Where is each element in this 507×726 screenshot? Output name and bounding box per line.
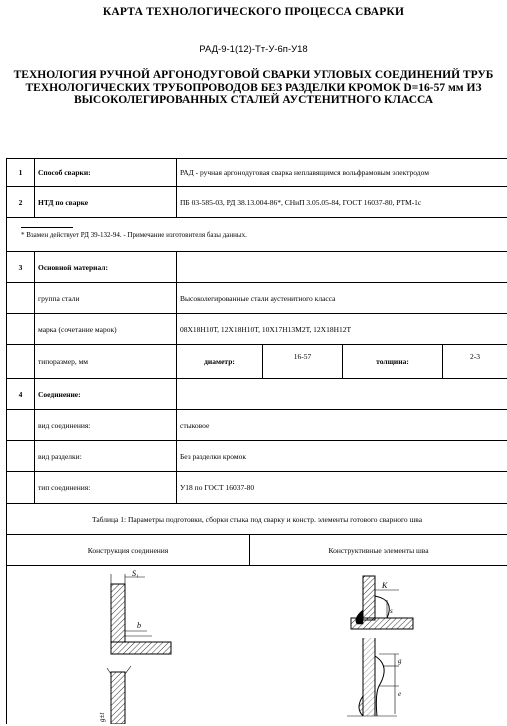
card-title: КАРТА ТЕХНОЛОГИЧЕСКОГО ПРОЦЕССА СВАРКИ	[102, 6, 405, 18]
s-label: s	[390, 607, 393, 615]
weld-elements-drawing	[347, 576, 413, 716]
row-number	[7, 441, 35, 471]
b-label: b	[137, 621, 141, 630]
note-text: * Взамен действует РД 39-132-94. - Примечание изготовителя базы данных.	[7, 218, 507, 251]
diameter-value: 16-57	[263, 345, 343, 378]
table-row	[7, 345, 507, 379]
row-number	[7, 345, 35, 378]
row-value	[177, 252, 507, 282]
row-label: марка (сочетание марок)	[35, 314, 177, 344]
row-number: 1	[7, 159, 35, 186]
process-table	[6, 158, 507, 724]
row-value: стыковое	[177, 410, 507, 440]
row-label: НТД по сварке	[35, 187, 177, 217]
table-row	[7, 441, 507, 472]
row-label: вид соединения:	[35, 410, 177, 440]
row-label: Основной материал:	[35, 252, 177, 282]
note-row	[7, 218, 507, 252]
row-value: ПБ 03-585-03, РД 38.13.004-86*, СНиП 3.05.05-84, ГОСТ 16037-80, РТМ-1с	[177, 187, 507, 217]
root-bead	[359, 696, 363, 716]
e-label: e	[398, 690, 402, 698]
vertical-plate-2	[111, 672, 125, 724]
right-horizontal-plate	[351, 618, 413, 629]
s1-label: S₁	[132, 569, 139, 578]
row-label: тип соединения:	[35, 472, 177, 503]
k-label: K	[382, 581, 388, 590]
horizontal-plate	[111, 642, 171, 654]
diameter-label: диаметр:	[177, 345, 263, 378]
g-label: g	[398, 657, 402, 665]
row-number: 2	[7, 187, 35, 217]
row-number	[7, 314, 35, 344]
vertical-plate	[111, 584, 125, 642]
col-header-construction: Конструкция соединения	[7, 535, 250, 565]
table-row	[7, 410, 507, 441]
table-row	[7, 187, 507, 218]
row-number	[7, 472, 35, 503]
row-value: Без разделки кромок	[177, 441, 507, 471]
row-value: Высоколегированные стали аустенитного класса	[177, 283, 507, 313]
row-label: типоразмер, мм	[35, 345, 177, 378]
row-label: Соединение:	[35, 379, 177, 409]
row-label: группа стали	[35, 283, 177, 313]
row-label: Способ сварки:	[35, 159, 177, 186]
row-number: 3	[7, 252, 35, 282]
row-value: У18 по ГОСТ 16037-80	[177, 472, 507, 503]
thickness-label: толщина:	[343, 345, 443, 378]
q-label: g±t	[98, 712, 106, 722]
process-code: РАД-9-1(12)-Тт-У-6п-У18	[199, 44, 308, 55]
note-rule	[21, 227, 73, 228]
table1-caption-row	[7, 504, 507, 535]
row-number: 4	[7, 379, 35, 409]
table1-header-row	[7, 535, 507, 566]
row-value	[177, 379, 507, 409]
row-value: РАД - ручная аргонодуговая сварка неплавящимся вольфрамовым электродом	[177, 159, 507, 186]
row-label: вид разделки:	[35, 441, 177, 471]
table-row	[7, 283, 507, 314]
row-value: 08Х18Н10Т, 12Х18Н10Т, 10Х17Н13М2Т, 12Х18Н12Т	[177, 314, 507, 344]
col-header-elements: Конструктивные элементы шва	[250, 535, 507, 565]
right-vertical-plate	[363, 576, 375, 620]
table-row	[7, 314, 507, 345]
joint-drawings	[7, 566, 507, 724]
table-row	[7, 159, 507, 187]
table-row	[7, 252, 507, 283]
row-number	[7, 283, 35, 313]
thickness-value: 2-3	[443, 345, 507, 378]
table-row	[7, 472, 507, 504]
table-row	[7, 379, 507, 410]
technology-heading: ТЕХНОЛОГИЯ РУЧНОЙ АРГОНОДУГОВОЙ СВАРКИ УГЛОВЫХ СОЕДИНЕНИЙ ТРУБ ТЕХНОЛОГИЧЕСКИХ ТРУБОПРОВОДОВ БЕЗ РАЗДЕЛКИ КРОМОК D=16-57 мм ИЗ ВЫСОКОЛЕГИРОВАННЫХ СТАЛЕЙ АУСТЕНИТНОГО КЛАССА	[13, 69, 494, 106]
table1-caption: Таблица 1: Параметры подготовки, сборки стыка под сварку и констр. элементы готового сварного шва	[7, 504, 507, 534]
row-number	[7, 410, 35, 440]
construction-drawing	[98, 569, 171, 724]
